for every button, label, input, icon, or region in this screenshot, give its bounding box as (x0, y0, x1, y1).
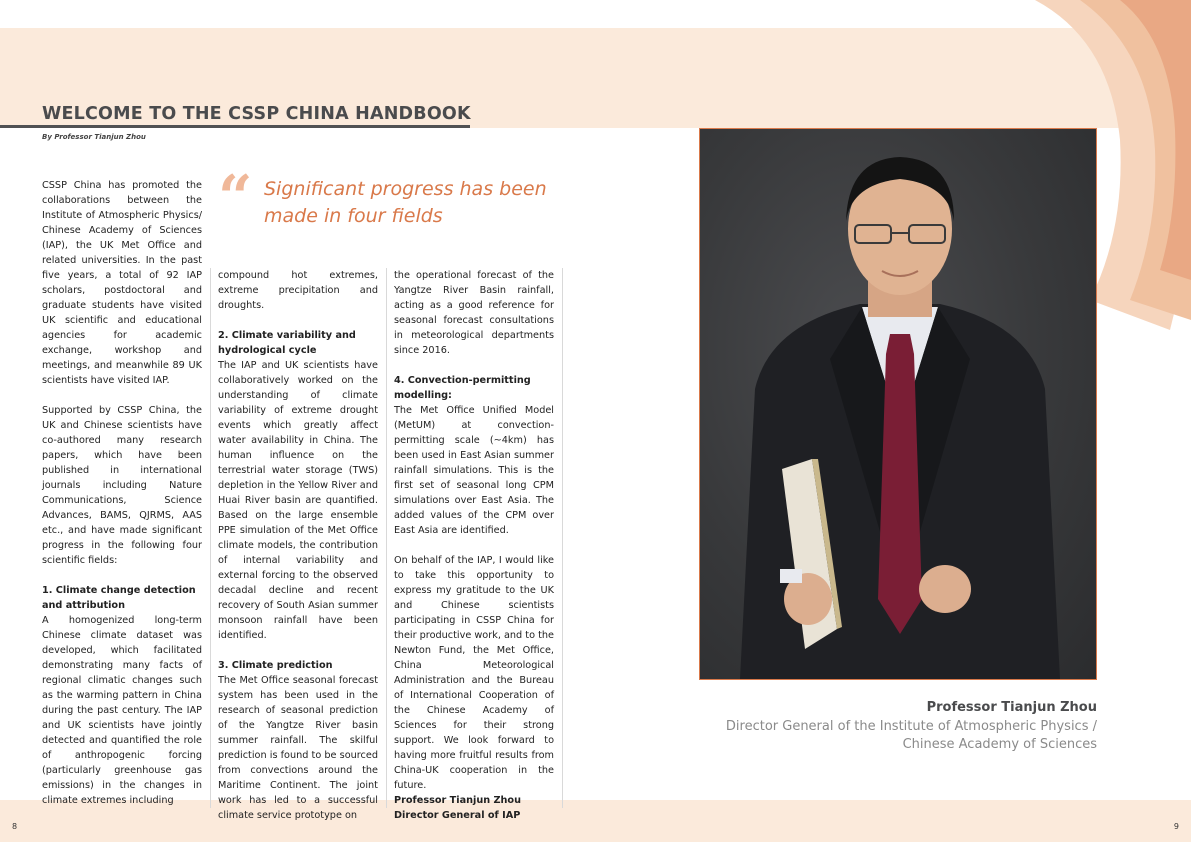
title-underline (0, 125, 470, 128)
byline: By Professor Tianjun Zhou (42, 133, 146, 141)
page-title: WELCOME TO THE CSSP CHINA HANDBOOK (42, 104, 471, 124)
section-3-continued: the operational forecast of the Yangtze River Basin rainfall, acting as a good reference for seasonal forecast consultations in meteorological departments since 2016. (394, 270, 554, 356)
photo-caption-role: Director General of the Institute of Atmospheric Physics / Chinese Academy of Sciences (725, 719, 1097, 752)
portrait-photo (699, 128, 1097, 680)
pull-quote: Significant progress has been made in four fields (264, 178, 547, 227)
intro-paragraph: CSSP China has promoted the collaborations between the Institute of Atmospheric Physics/ Chinese Academy of Sciences (IAP), the UK Met Office and related universities. In the past five years, a total of 92 IAP scholars, postdoctoral and graduate students have visited UK scientific and educational agencies for academic exchange, workshop and meetings, and meanwhile 89 UK scientists have visited IAP. (42, 180, 202, 386)
section-1-continued: compound hot extremes, extreme precipitation and droughts. (218, 270, 378, 311)
photo-caption-name: Professor Tianjun Zhou (926, 700, 1097, 715)
page-number-left: 8 (12, 822, 18, 831)
quote-mark-icon: “ (218, 163, 253, 233)
portrait-illustration (700, 129, 1096, 679)
support-paragraph: Supported by CSSP China, the UK and Chinese scientists have co-authored many research papers, which have been published in international journals including Nature Communications, Science Advances, BAMS, QJRMS, AAS etc., and have made significant progress in the following four scientific fields: (42, 405, 202, 566)
section-1-paragraph: A homogenized long-term Chinese climate dataset was developed, which facilitated demonstrating many facts of regional climatic changes such as the warming pattern in China during the past century. The IAP and UK scientists have jointly detected and quantified the role of anthropogenic forcing (particularly greenhouse gas emissions) in the changes in climate extremes including (42, 615, 202, 806)
section-heading-4: 4. Convection-permitting modelling: (394, 375, 531, 401)
article-column-1 (42, 178, 202, 808)
section-heading-1: 1. Climate change detection and attribution (42, 585, 196, 611)
signoff-name: Professor Tianjun Zhou (394, 795, 521, 806)
closing-paragraph: On behalf of the IAP, I would like to take this opportunity to express my gratitude to the UK and Chinese scientists participating in CSSP China for their productive work, and to the Newton Fund, the Met Office, China Meteorological Administration and the Bureau of International Cooperation of the Chinese Academy of Sciences for their strong support. We look forward to having more fruitful results from China-UK cooperation in the future. (394, 555, 554, 791)
column-divider (562, 268, 563, 808)
signoff-title: Director General of IAP (394, 810, 521, 821)
column-divider (386, 268, 387, 808)
article-column-2 (218, 268, 378, 823)
page-number-right: 9 (1173, 822, 1179, 831)
article-column-3 (394, 268, 554, 823)
section-heading-2: 2. Climate variability and hydrological cycle (218, 330, 356, 356)
section-2-paragraph: The IAP and UK scientists have collaboratively worked on the understanding of climate variability of extreme drought events which greatly affect water availability in China. The human influence on the terrestrial water storage (TWS) depletion in the Yellow River and Huai River basin are quantified. Based on the large ensemble PPE simulation of the Met Office climate models, the contribution of internal variability and external forcing to the observed decadal decline and recent recovery of South Asian summer monsoon rainfall have been identified. (218, 360, 378, 641)
section-4-paragraph: The Met Office Unified Model (MetUM) at convection-permitting scale (~4km) has been used in East Asian summer rainfall simulations. This is the first set of seasonal long CPM simulations over East Asia. The added values of the CPM over East Asia are identified. (394, 405, 554, 536)
section-3-paragraph: The Met Office seasonal forecast system has been used in the research of seasonal prediction of the Yangtze River basin summer rainfall. The skilful prediction is found to be sourced from convections around the Maritime Continent. The joint work has led to a successful climate service prototype on (218, 675, 378, 821)
column-divider (210, 268, 211, 808)
section-heading-3: 3. Climate prediction (218, 660, 333, 671)
